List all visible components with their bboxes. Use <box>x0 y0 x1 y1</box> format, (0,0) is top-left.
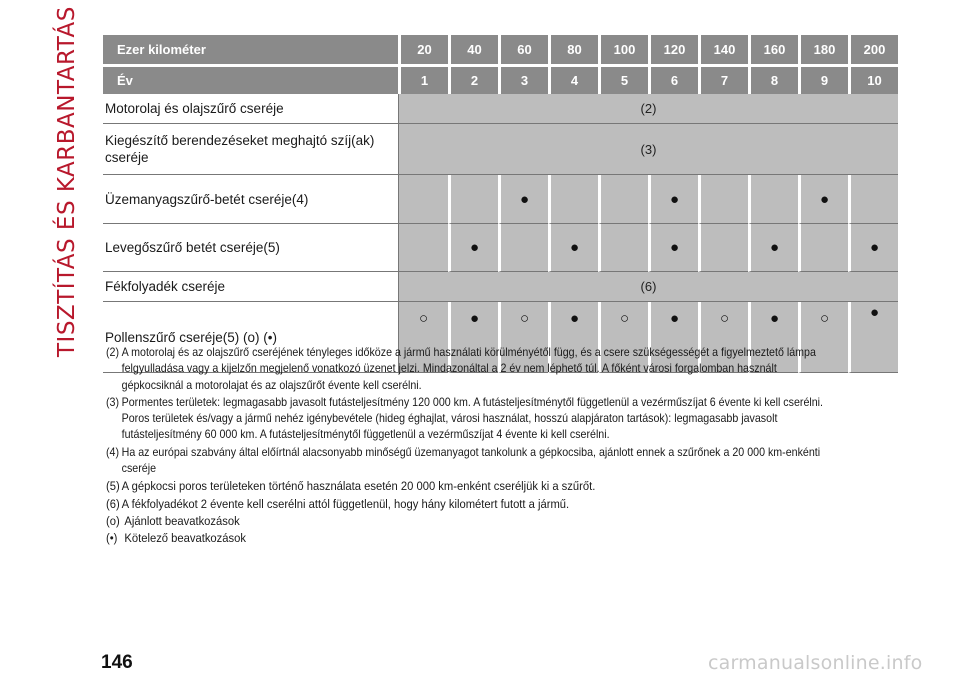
row-oil-change <box>103 94 898 124</box>
schedule-cell <box>398 224 448 272</box>
footnote-text: A fékfolyadékot 2 évente kell cserélni attól függetlenül, hogy hány kilométert futott a jármű. <box>121 496 570 511</box>
header-year-row <box>103 67 898 94</box>
footnote <box>106 345 833 394</box>
schedule-cell: ● <box>748 302 798 373</box>
header-year-cell: 4 <box>548 67 598 94</box>
header-year-cell: 1 <box>398 67 448 94</box>
footnote-text: Ajánlott beavatkozások <box>124 513 240 528</box>
header-km-cell: 80 <box>548 35 598 67</box>
footnote-number: (5) <box>106 479 120 494</box>
footnote-text: A motorolaj és az olajszűrő cseréjének tényleges időköze a jármű használati körülményétől függ, és a csere szükségességét a figyelmeztető lámpa felgyulladása vagy a kijelzőn megjelenő vonatkozó üzenet jelzi. Mindazonáltal a 2 év nem léphető túl. A főként városi forgalomban használt gépkocsiknál a motorolajat és az olajszűrőt évente kell cserélni. <box>121 346 816 392</box>
schedule-cell: ● <box>548 302 598 373</box>
header-km-label: Ezer kilométer <box>103 35 398 67</box>
footnote-text: A gépkocsi poros területeken történő használata esetén 20 000 km-enként cseréljük ki a szűrőt. <box>121 479 596 494</box>
header-km-cell: 40 <box>448 35 498 67</box>
header-km-cell: 180 <box>798 35 848 67</box>
schedule-cell: ● <box>448 302 498 373</box>
header-year-cell: 8 <box>748 67 798 94</box>
header-year-cell: 9 <box>798 67 848 94</box>
header-year-label: Év <box>103 67 398 94</box>
row-label: Levegőszűrő betét cseréje(5) <box>103 224 398 272</box>
header-year-cell: 3 <box>498 67 548 94</box>
header-km-cell: 100 <box>598 35 648 67</box>
schedule-cell <box>848 175 898 224</box>
schedule-cell <box>398 175 448 224</box>
schedule-cell: ○ <box>498 302 548 373</box>
schedule-cell: ● <box>498 175 548 224</box>
row-accessory-belt <box>103 124 898 175</box>
schedule-cell <box>798 224 848 272</box>
row-label: Üzemanyagszűrő-betét cseréje(4) <box>103 175 398 224</box>
footnote-text: Kötelező beavatkozások <box>124 531 246 546</box>
footnote <box>106 478 833 494</box>
row-span-note: (6) <box>398 272 898 302</box>
footnote-text: Ha az európai szabvány által előírtnál alacsonyabb minőségű üzemanyagot tankolunk a gépkocsiba, ajánlott ennek a szűrőnek a 20 000 km-enkénti cseréje <box>121 445 821 476</box>
footnote-text: Pormentes területek: legmagasabb javasolt futásteljesítmény 120 000 km. A futásteljesítménytől függetlenül a vezérműszíjat 6 évente ki kell cserélni. Poros területek és/vagy a jármű nehéz igénybevétele (hideg éghajlat, városi használat, hosszú alapjáraton tartások): legmagasabb javasolt futásteljesítmény 60 000 km. A futásteljesítménytől függetlenül a vezérműszíjat 4 évente ki kell cserélni. <box>121 395 824 442</box>
schedule-cell: ● <box>798 175 848 224</box>
row-span-note: (2) <box>398 94 898 124</box>
schedule-cell: ○ <box>398 302 448 373</box>
row-label: Pollenszűrő cseréje(5) (o) (•) <box>103 302 398 373</box>
footnote <box>106 530 833 546</box>
schedule-cell: ● <box>848 224 898 272</box>
schedule-cell <box>548 175 598 224</box>
footnote <box>106 395 833 444</box>
row-fuel-filter <box>103 175 898 224</box>
schedule-cell: ● <box>648 302 698 373</box>
header-km-cell: 60 <box>498 35 548 67</box>
footnote <box>106 513 833 529</box>
schedule-cell <box>448 175 498 224</box>
schedule-cell <box>698 224 748 272</box>
row-air-filter <box>103 224 898 272</box>
schedule-cell: ● <box>548 224 598 272</box>
schedule-cell: ○ <box>698 302 748 373</box>
header-year-cell: 2 <box>448 67 498 94</box>
footnote <box>106 445 833 478</box>
footnote <box>106 496 833 512</box>
section-side-title: TISZTÍTÁS ÉS KARBANTARTÁS <box>54 6 80 357</box>
row-brake-fluid <box>103 272 898 302</box>
maintenance-schedule-table <box>103 35 898 373</box>
header-year-cell: 5 <box>598 67 648 94</box>
schedule-cell: ● <box>848 302 898 373</box>
row-span-note: (3) <box>398 124 898 175</box>
footnote-number: (6) <box>106 496 120 511</box>
footnote-number: (•) <box>106 531 118 546</box>
schedule-cell: ● <box>648 175 698 224</box>
schedule-cell: ● <box>448 224 498 272</box>
header-km-cell: 160 <box>748 35 798 67</box>
header-km-cell: 20 <box>398 35 448 67</box>
footnote-number: (4) <box>106 445 120 459</box>
footnote-number: (2) <box>106 346 120 359</box>
header-km-cell: 120 <box>648 35 698 67</box>
schedule-cell <box>598 175 648 224</box>
schedule-cell: ○ <box>598 302 648 373</box>
watermark: carmanualsonline.info <box>708 652 923 674</box>
header-year-cell: 6 <box>648 67 698 94</box>
header-year-cell: 10 <box>848 67 898 94</box>
header-year-cell: 7 <box>698 67 748 94</box>
schedule-cell: ● <box>748 224 798 272</box>
row-label: Motorolaj és olajszűrő cseréje <box>103 94 398 124</box>
header-km-cell: 200 <box>848 35 898 67</box>
header-km-row <box>103 35 898 67</box>
footnote-number: (3) <box>106 395 120 409</box>
schedule-cell <box>598 224 648 272</box>
schedule-cell: ○ <box>798 302 848 373</box>
schedule-cell <box>748 175 798 224</box>
schedule-cell <box>698 175 748 224</box>
footnotes <box>106 345 833 548</box>
row-label: Kiegészítő berendezéseket meghajtó szíj(ak) cseréje <box>103 124 398 175</box>
header-km-cell: 140 <box>698 35 748 67</box>
schedule-cell: ● <box>648 224 698 272</box>
footnote-number: (o) <box>106 513 120 528</box>
row-label: Fékfolyadék cseréje <box>103 272 398 302</box>
page-number: 146 <box>101 652 133 673</box>
schedule-cell <box>498 224 548 272</box>
